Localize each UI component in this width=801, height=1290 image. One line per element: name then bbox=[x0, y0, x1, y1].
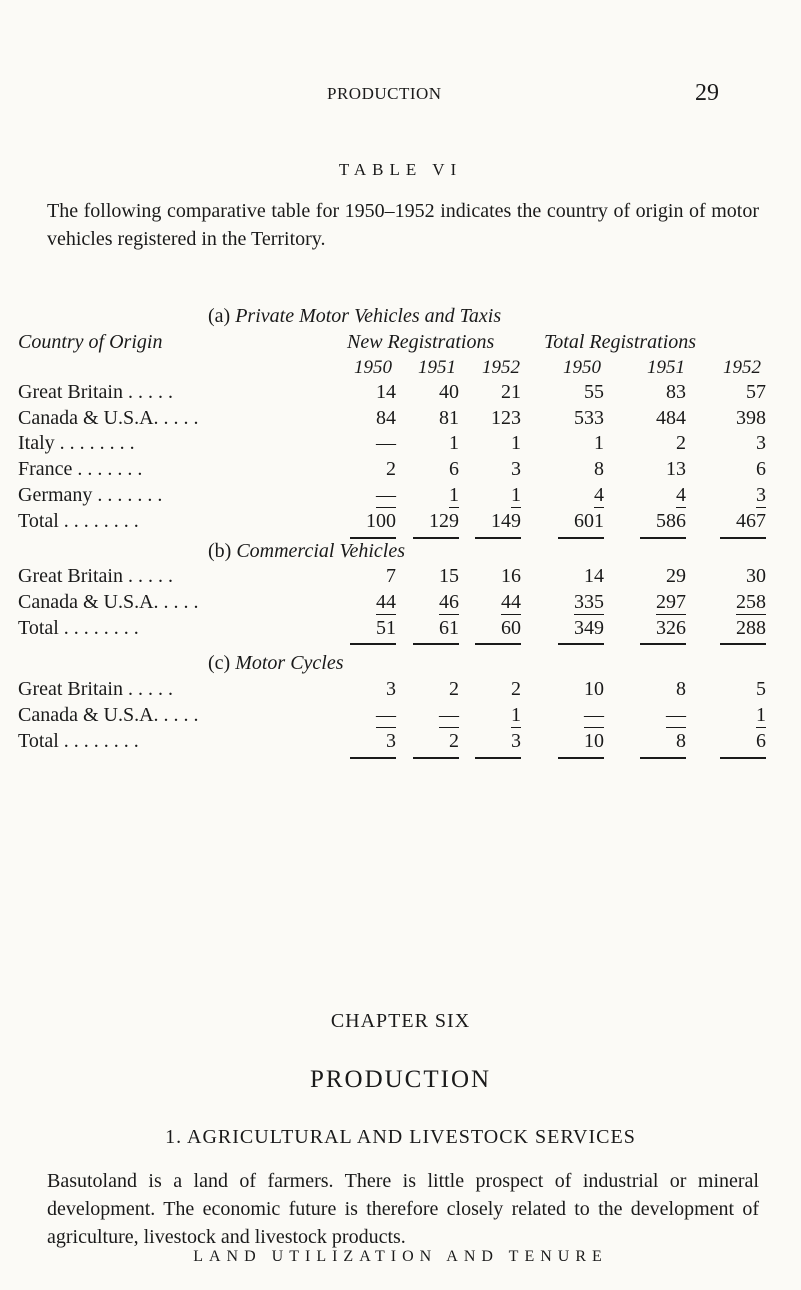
cell-value: 6 bbox=[756, 730, 766, 752]
cell-value: 7 bbox=[386, 565, 396, 587]
row-label: Total . . . . . . . . bbox=[18, 510, 139, 532]
cell-value: — bbox=[666, 704, 686, 726]
table-title: TABLE VI bbox=[338, 160, 463, 179]
cell-value: 4 bbox=[676, 484, 686, 506]
cell-value: 1 bbox=[594, 432, 604, 454]
cell-value: 3 bbox=[756, 484, 766, 506]
cell-value: 129 bbox=[429, 510, 459, 532]
year-header: 1952 bbox=[482, 357, 520, 378]
running-title: PRODUCTION bbox=[327, 84, 442, 103]
cell-value: 30 bbox=[746, 565, 766, 587]
total-rule bbox=[640, 757, 686, 759]
cell-value: 57 bbox=[746, 381, 766, 403]
cell-value: 258 bbox=[736, 591, 766, 613]
intro-paragraph: The following comparative table for 1950–1952 indicates the country of origin of motor vehicles registered in the Territory. bbox=[47, 200, 759, 250]
cell-value: 601 bbox=[574, 510, 604, 532]
cell-value: 40 bbox=[439, 381, 459, 403]
cell-value: 46 bbox=[439, 591, 459, 613]
cell-value: 83 bbox=[666, 381, 686, 403]
year-header: 1950 bbox=[354, 357, 392, 378]
cell-value: 14 bbox=[584, 565, 604, 587]
cell-value: — bbox=[584, 704, 604, 726]
total-rule bbox=[558, 537, 604, 539]
cell-value: 2 bbox=[449, 678, 459, 700]
cell-value: 149 bbox=[491, 510, 521, 532]
row-label: France . . . . . . . bbox=[18, 458, 143, 480]
cell-value: 2 bbox=[386, 458, 396, 480]
cell-value: 1 bbox=[511, 704, 521, 726]
cell-value: — bbox=[376, 432, 396, 454]
cell-value: 15 bbox=[439, 565, 459, 587]
year-header: 1951 bbox=[418, 357, 456, 378]
total-rule bbox=[475, 537, 521, 539]
cell-value: 3 bbox=[386, 730, 396, 752]
cell-value: 2 bbox=[449, 730, 459, 752]
cell-value: 16 bbox=[501, 565, 521, 587]
page-number: 29 bbox=[695, 80, 719, 106]
cell-value: 3 bbox=[756, 432, 766, 454]
cell-value: 44 bbox=[376, 591, 396, 613]
cell-value: 533 bbox=[574, 407, 604, 429]
row-label: Total . . . . . . . . bbox=[18, 730, 139, 752]
cell-value: 3 bbox=[511, 730, 521, 752]
row-label: Canada & U.S.A. . . . . bbox=[18, 591, 199, 613]
year-header: 1952 bbox=[723, 357, 761, 378]
total-rule bbox=[413, 643, 459, 645]
total-rule bbox=[720, 537, 766, 539]
cell-value: 8 bbox=[676, 730, 686, 752]
total-rule bbox=[558, 643, 604, 645]
cell-value: 1 bbox=[511, 484, 521, 506]
section-heading: 1. AGRICULTURAL AND LIVESTOCK SERVICES bbox=[165, 1126, 636, 1148]
cell-value: 586 bbox=[656, 510, 686, 532]
total-rule bbox=[558, 757, 604, 759]
cell-value: 61 bbox=[439, 617, 459, 639]
cell-value: 123 bbox=[491, 407, 521, 429]
cell-value: 100 bbox=[366, 510, 396, 532]
cell-value: 288 bbox=[736, 617, 766, 639]
row-label: Germany . . . . . . . bbox=[18, 484, 163, 506]
cell-value: 21 bbox=[501, 381, 521, 403]
cell-value: 349 bbox=[574, 617, 604, 639]
row-label: Great Britain . . . . . bbox=[18, 678, 173, 700]
total-rule bbox=[413, 757, 459, 759]
cell-value: 398 bbox=[736, 407, 766, 429]
row-label: Great Britain . . . . . bbox=[18, 381, 173, 403]
cell-value: 51 bbox=[376, 617, 396, 639]
total-rule bbox=[350, 643, 396, 645]
cell-value: 467 bbox=[736, 510, 766, 532]
cell-value: 2 bbox=[676, 432, 686, 454]
total-rule bbox=[720, 757, 766, 759]
total-rule bbox=[640, 537, 686, 539]
row-label: Canada & U.S.A. . . . . bbox=[18, 407, 199, 429]
cell-value: 5 bbox=[756, 678, 766, 700]
row-label: Canada & U.S.A. . . . . bbox=[18, 704, 199, 726]
cell-value: 2 bbox=[511, 678, 521, 700]
section-b-title: (b) Commercial Vehicles bbox=[208, 540, 405, 562]
cell-value: 10 bbox=[584, 730, 604, 752]
cell-value: 1 bbox=[756, 704, 766, 726]
cell-value: 60 bbox=[501, 617, 521, 639]
cell-value: 44 bbox=[501, 591, 521, 613]
cell-value: — bbox=[376, 484, 396, 506]
total-rule bbox=[350, 537, 396, 539]
section-c-title: (c) Motor Cycles bbox=[208, 652, 344, 674]
row-label: Italy . . . . . . . . bbox=[18, 432, 135, 454]
row-label: Great Britain . . . . . bbox=[18, 565, 173, 587]
total-rule bbox=[720, 643, 766, 645]
total-registrations-header: Total Registrations bbox=[544, 331, 697, 353]
new-registrations-header: New Registrations bbox=[347, 331, 495, 353]
cell-value: 6 bbox=[449, 458, 459, 480]
cell-value: 335 bbox=[574, 591, 604, 613]
cell-value: 55 bbox=[584, 381, 604, 403]
cell-value: 81 bbox=[439, 407, 459, 429]
row-label: Total . . . . . . . . bbox=[18, 617, 139, 639]
cell-value: 1 bbox=[449, 432, 459, 454]
year-header: 1951 bbox=[647, 357, 685, 378]
total-rule bbox=[475, 643, 521, 645]
cell-value: — bbox=[376, 704, 396, 726]
chapter-heading: CHAPTER SIX bbox=[330, 1010, 471, 1032]
section-a-title: (a) Private Motor Vehicles and Taxis bbox=[208, 305, 502, 327]
cell-value: 14 bbox=[376, 381, 396, 403]
agriculture-paragraph: Basutoland is a land of farmers. There is little prospect of industrial or mineral development. The economic future is therefore closely related to the development of agriculture, livestock and livestock products. bbox=[47, 1170, 759, 1248]
total-rule bbox=[475, 757, 521, 759]
cell-value: 297 bbox=[656, 591, 686, 613]
cell-value: 8 bbox=[676, 678, 686, 700]
cell-value: 3 bbox=[386, 678, 396, 700]
total-rule bbox=[413, 537, 459, 539]
total-rule bbox=[350, 757, 396, 759]
cell-value: 6 bbox=[756, 458, 766, 480]
cell-value: 29 bbox=[666, 565, 686, 587]
cell-value: 8 bbox=[594, 458, 604, 480]
cell-value: 13 bbox=[666, 458, 686, 480]
total-rule bbox=[640, 643, 686, 645]
cell-value: 326 bbox=[656, 617, 686, 639]
year-header: 1950 bbox=[563, 357, 601, 378]
cell-value: 10 bbox=[584, 678, 604, 700]
cell-value: 1 bbox=[511, 432, 521, 454]
country-header: Country of Origin bbox=[18, 331, 163, 353]
production-title: PRODUCTION bbox=[309, 1066, 492, 1093]
cell-value: 4 bbox=[594, 484, 604, 506]
land-utilization-heading: LAND UTILIZATION AND TENURE bbox=[193, 1248, 608, 1265]
cell-value: — bbox=[439, 704, 459, 726]
cell-value: 3 bbox=[511, 458, 521, 480]
cell-value: 1 bbox=[449, 484, 459, 506]
cell-value: 484 bbox=[656, 407, 686, 429]
cell-value: 84 bbox=[376, 407, 396, 429]
